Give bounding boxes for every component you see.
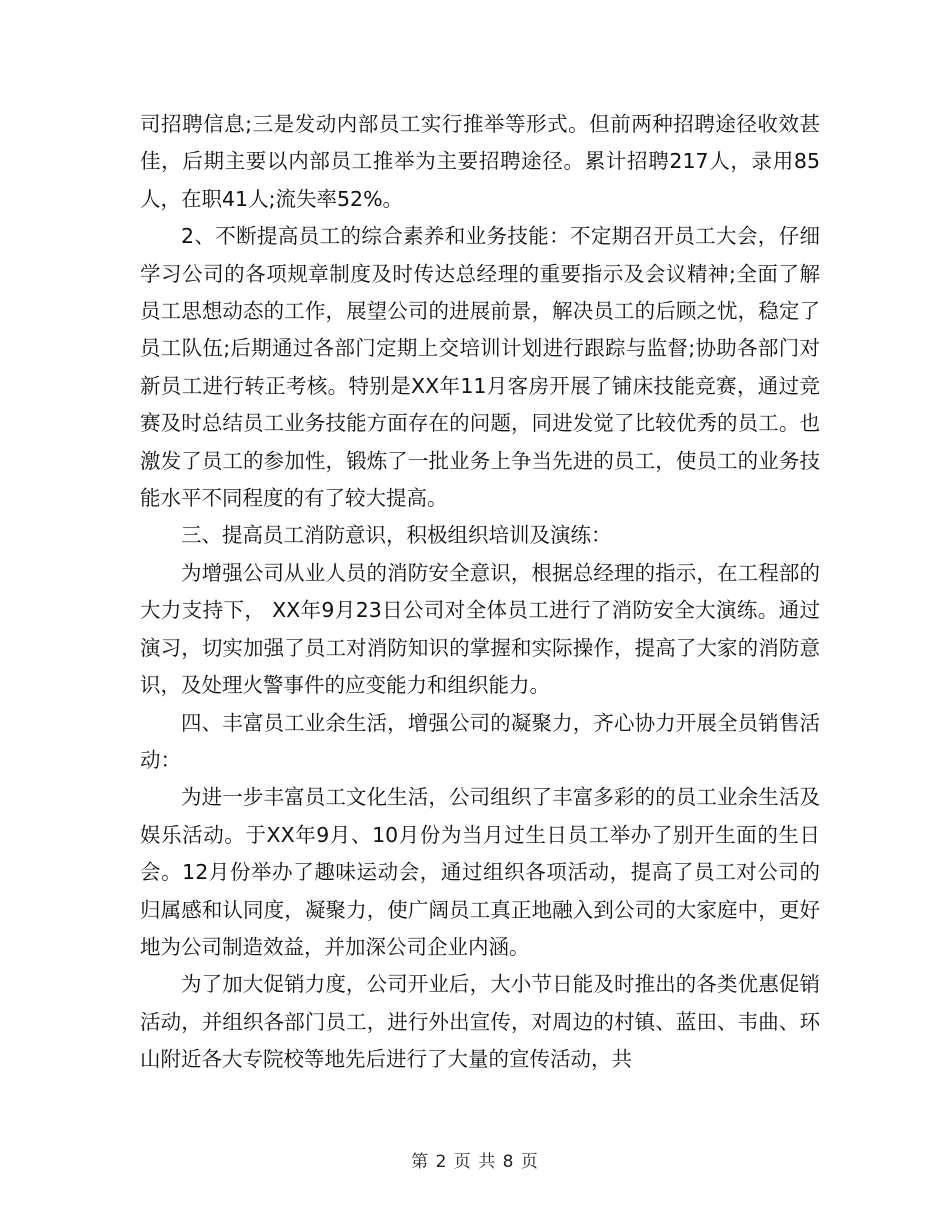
paragraph-staff-training: 2、不断提高员工的综合素养和业务技能：不定期召开员工大会，仔细学习公司的各项规章制度及时传达总经理的重要指示及会议精神;全面了解员工思想动态的工作，展望公司的进展前景，解决员工的后顾之忧，稳定了员工队伍;后期通过各部门定期上交培训计划进行跟踪与监督;协助各部门对新员工进行转正考核。特别是XX年11月客房开展了铺床技能竞赛，通过竞赛及时总结员工业务技能方面存在的问题，同进发觉了比较优秀的员工。也激发了员工的参加性，锻炼了一批业务上争当先进的员工，使员工的业务技能水平不同程度的有了较大提高。	[140, 224, 820, 511]
section-heading-employee-activities: 四、丰富员工业余生活，增强公司的凝聚力，齐心协力开展全员销售活动：	[140, 710, 820, 772]
document-body	[140, 106, 820, 1079]
paragraph-recruitment-summary: 司招聘信息;三是发动内部员工实行推举等形式。但前两种招聘途径收效甚佳，后期主要以内部员工推举为主要招聘途径。累计招聘217人，录用85人，在职41人;流失率52%。	[140, 112, 820, 211]
section-heading-fire-safety: 三、提高员工消防意识，积极组织培训及演练：	[181, 523, 612, 548]
paragraph-cultural-activities: 为进一步丰富员工文化生活，公司组织了丰富多彩的的员工业余生活及娱乐活动。于XX年9月、10月份为当月过生日员工举办了别开生面的生日会。12月份举办了趣味运动会，通过组织各项活动，提高了员工对公司的归属感和认同度，凝聚力，使广阔员工真正地融入到公司的大家庭中，更好地为公司制造效益，并加深公司企业内涵。	[140, 785, 820, 959]
paragraph-fire-drill: 为增强公司从业人员的消防安全意识，根据总经理的指示，在工程部的大力支持下， XX年9月23日公司对全体员工进行了消防安全大演练。通过演习，切实加强了员工对消防知识的掌握和实际操作，提高了大家的消防意识，及处理火警事件的应变能力和组织能力。	[140, 560, 820, 698]
paragraph-promotion: 为了加大促销力度，公司开业后，大小节日能及时推出的各类优惠促销活动，并组织各部门员工，进行外出宣传，对周边的村镇、蓝田、韦曲、环山附近各大专院校等地先后进行了大量的宣传活动，共	[140, 972, 820, 1072]
page-number: 第 2 页 共 8 页	[411, 1152, 539, 1172]
